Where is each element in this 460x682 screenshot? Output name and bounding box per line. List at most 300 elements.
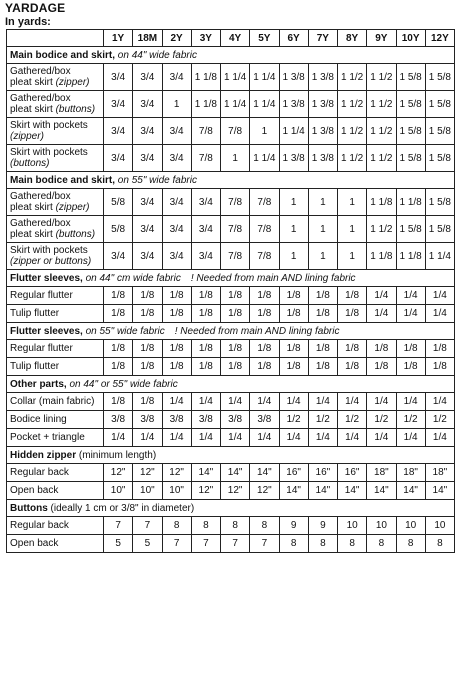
section-title-detail: (minimum length) — [76, 449, 157, 461]
value-cell: 7/8 — [250, 216, 279, 243]
section-title — [7, 47, 455, 64]
value-cell: 10 — [396, 517, 425, 535]
value-cell: 1/4 — [396, 305, 425, 323]
row-label — [7, 243, 104, 270]
value-cell: 1/8 — [250, 305, 279, 323]
value-cell: 1/4 — [308, 393, 337, 411]
value-cell: 1/8 — [133, 393, 162, 411]
value-cell: 3/4 — [191, 243, 220, 270]
row-label-text: Collar (main fabric) — [10, 396, 95, 407]
value-cell: 1/8 — [104, 340, 133, 358]
value-cell: 1/8 — [367, 358, 396, 376]
header-size-10y: 10Y — [396, 30, 425, 47]
value-cell: 1/2 — [308, 411, 337, 429]
value-cell: 1 1/4 — [279, 118, 308, 145]
value-cell: 1 1/8 — [367, 243, 396, 270]
value-cell: 1 1/8 — [191, 91, 220, 118]
value-cell: 7/8 — [221, 189, 250, 216]
value-cell: 14" — [191, 464, 220, 482]
value-cell: 1 5/8 — [425, 64, 454, 91]
value-cell: 1/8 — [308, 358, 337, 376]
value-cell: 1/8 — [133, 287, 162, 305]
value-cell: 8 — [308, 535, 337, 553]
value-cell: 1/8 — [162, 305, 191, 323]
value-cell: 7/8 — [221, 118, 250, 145]
header-size-9y: 9Y — [367, 30, 396, 47]
value-cell: 7/8 — [191, 145, 220, 172]
value-cell: 1 3/8 — [279, 64, 308, 91]
row-label — [7, 429, 104, 447]
value-cell: 1/8 — [308, 340, 337, 358]
value-cell: 1/4 — [104, 429, 133, 447]
value-cell: 10 — [425, 517, 454, 535]
row-label-text: Bodice lining — [10, 414, 67, 425]
value-cell: 14" — [308, 482, 337, 500]
value-cell: 5/8 — [104, 216, 133, 243]
section-header-row — [7, 270, 455, 287]
value-cell: 1/8 — [221, 305, 250, 323]
row-label-text: Tulip flutter — [10, 308, 60, 319]
value-cell: 1/8 — [250, 287, 279, 305]
section-header-row — [7, 323, 455, 340]
value-cell: 12" — [104, 464, 133, 482]
value-cell: 3/4 — [104, 64, 133, 91]
row-label — [7, 216, 104, 243]
value-cell: 7/8 — [250, 243, 279, 270]
value-cell: 1/8 — [279, 287, 308, 305]
value-cell: 3/4 — [162, 145, 191, 172]
value-cell: 1 3/8 — [279, 145, 308, 172]
value-cell: 1 1/2 — [338, 118, 367, 145]
row-label-line1: Gathered/box — [10, 93, 71, 104]
value-cell: 1 — [338, 243, 367, 270]
value-cell: 1/4 — [425, 393, 454, 411]
row-label-line2: pleat skirt — [10, 229, 56, 240]
value-cell: 1/8 — [250, 340, 279, 358]
value-cell: 14" — [396, 482, 425, 500]
value-cell: 3/8 — [250, 411, 279, 429]
value-cell: 8 — [367, 535, 396, 553]
value-cell: 1/8 — [133, 340, 162, 358]
row-label — [7, 393, 104, 411]
value-cell: 1 3/8 — [279, 91, 308, 118]
value-cell: 8 — [191, 517, 220, 535]
value-cell: 3/4 — [104, 118, 133, 145]
value-cell: 1/4 — [367, 305, 396, 323]
section-title-bold: Main bodice and skirt, — [10, 49, 116, 61]
value-cell: 10" — [162, 482, 191, 500]
value-cell: 1/8 — [191, 358, 220, 376]
value-cell: 16" — [308, 464, 337, 482]
header-size-1y: 1Y — [104, 30, 133, 47]
section-title-bold: Flutter sleeves, — [10, 325, 83, 337]
value-cell: 1 5/8 — [425, 189, 454, 216]
value-cell: 7 — [221, 535, 250, 553]
value-cell: 1/4 — [250, 393, 279, 411]
table-row — [7, 216, 455, 243]
row-label-text: Regular flutter — [10, 290, 73, 301]
row-label — [7, 91, 104, 118]
value-cell: 1 1/4 — [250, 64, 279, 91]
value-cell: 10 — [338, 517, 367, 535]
value-cell: 7/8 — [250, 189, 279, 216]
table-row — [7, 243, 455, 270]
value-cell: 1/4 — [162, 429, 191, 447]
value-cell: 1 — [279, 216, 308, 243]
value-cell: 3/4 — [133, 243, 162, 270]
section-title-bold: Flutter sleeves, — [10, 272, 83, 284]
value-cell: 3/4 — [104, 243, 133, 270]
value-cell: 1/8 — [279, 358, 308, 376]
value-cell: 3/8 — [162, 411, 191, 429]
section-title-bold: Main bodice and skirt, — [10, 174, 116, 186]
section-title-bold: Hidden zipper — [10, 449, 77, 461]
value-cell: 3/4 — [162, 64, 191, 91]
value-cell: 12" — [221, 482, 250, 500]
value-cell: 1 — [308, 216, 337, 243]
row-label-text: Regular back — [10, 467, 69, 478]
value-cell: 1/4 — [425, 287, 454, 305]
value-cell: 1 1/4 — [425, 243, 454, 270]
row-label — [7, 287, 104, 305]
value-cell: 8 — [396, 535, 425, 553]
value-cell: 1/4 — [338, 393, 367, 411]
section-title-detail: on 44" cm wide fabric — [82, 272, 181, 284]
value-cell: 3/8 — [104, 411, 133, 429]
table-row — [7, 189, 455, 216]
value-cell: 1/8 — [133, 358, 162, 376]
row-label — [7, 535, 104, 553]
value-cell: 1/4 — [396, 393, 425, 411]
value-cell: 14" — [279, 482, 308, 500]
table-row — [7, 429, 455, 447]
value-cell: 1/8 — [104, 305, 133, 323]
row-label-line1: Gathered/box — [10, 66, 71, 77]
value-cell: 1/4 — [191, 429, 220, 447]
row-label — [7, 145, 104, 172]
value-cell: 1/4 — [279, 393, 308, 411]
row-label-variant: (buttons) — [55, 229, 96, 240]
row-label-line2: pleat skirt — [10, 202, 56, 213]
value-cell: 7/8 — [221, 243, 250, 270]
value-cell: 1/8 — [338, 305, 367, 323]
value-cell: 7 — [162, 535, 191, 553]
value-cell: 3/4 — [191, 216, 220, 243]
section-title — [7, 500, 455, 517]
value-cell: 1/8 — [279, 305, 308, 323]
header-size-8y: 8Y — [338, 30, 367, 47]
value-cell: 1/2 — [425, 411, 454, 429]
row-label-text: Pocket + triangle — [10, 432, 85, 443]
value-cell: 8 — [338, 535, 367, 553]
section-header-row — [7, 47, 455, 64]
value-cell: 1/8 — [338, 340, 367, 358]
value-cell: 9 — [279, 517, 308, 535]
value-cell: 5 — [133, 535, 162, 553]
value-cell: 1 — [221, 145, 250, 172]
value-cell: 1/8 — [191, 305, 220, 323]
value-cell: 16" — [338, 464, 367, 482]
header-size-2y: 2Y — [162, 30, 191, 47]
value-cell: 1/8 — [191, 340, 220, 358]
value-cell: 1/4 — [162, 393, 191, 411]
section-title-bold: Other parts, — [10, 378, 67, 390]
value-cell: 1 3/8 — [308, 145, 337, 172]
value-cell: 1 3/8 — [308, 118, 337, 145]
value-cell: 1/8 — [308, 287, 337, 305]
row-label — [7, 464, 104, 482]
value-cell: 3/8 — [133, 411, 162, 429]
value-cell: 1/4 — [425, 429, 454, 447]
value-cell: 14" — [221, 464, 250, 482]
value-cell: 1/8 — [367, 340, 396, 358]
value-cell: 5/8 — [104, 189, 133, 216]
value-cell: 1 1/8 — [367, 189, 396, 216]
value-cell: 7/8 — [191, 118, 220, 145]
table-row — [7, 393, 455, 411]
value-cell: 3/4 — [133, 118, 162, 145]
value-cell: 1/2 — [367, 411, 396, 429]
row-label-variant: (zipper) — [55, 202, 90, 213]
value-cell: 3/4 — [133, 91, 162, 118]
table-row — [7, 411, 455, 429]
value-cell: 1 5/8 — [425, 118, 454, 145]
value-cell: 18" — [396, 464, 425, 482]
section-title — [7, 172, 455, 189]
value-cell: 1 1/2 — [367, 64, 396, 91]
value-cell: 16" — [279, 464, 308, 482]
value-cell: 1/4 — [191, 393, 220, 411]
value-cell: 1 1/2 — [338, 64, 367, 91]
value-cell: 1/4 — [396, 287, 425, 305]
value-cell: 1 1/8 — [396, 189, 425, 216]
value-cell: 1 1/4 — [221, 91, 250, 118]
value-cell: 7 — [104, 517, 133, 535]
value-cell: 8 — [162, 517, 191, 535]
section-title-bold: Buttons — [10, 502, 48, 514]
row-label — [7, 64, 104, 91]
row-label-line2: pleat skirt — [10, 77, 56, 88]
value-cell: 1/4 — [367, 429, 396, 447]
value-cell: 1/8 — [396, 340, 425, 358]
row-label-line1: Gathered/box — [10, 218, 71, 229]
value-cell: 1/8 — [425, 358, 454, 376]
value-cell: 1 1/8 — [191, 64, 220, 91]
value-cell: 1/2 — [396, 411, 425, 429]
row-label-variant: (zipper) — [55, 77, 90, 88]
value-cell: 1/4 — [221, 393, 250, 411]
value-cell: 1 1/2 — [367, 118, 396, 145]
row-label-variant: (zipper) — [10, 131, 44, 142]
value-cell: 1/4 — [133, 429, 162, 447]
yardage-table — [6, 29, 455, 553]
section-title-detail: (ideally 1 cm or 3/8" in diameter) — [47, 502, 195, 514]
table-row — [7, 482, 455, 500]
table-row — [7, 305, 455, 323]
header-size-5y: 5Y — [250, 30, 279, 47]
row-label — [7, 517, 104, 535]
value-cell: 1/8 — [338, 358, 367, 376]
value-cell: 1 1/4 — [250, 145, 279, 172]
value-cell: 1 3/8 — [308, 64, 337, 91]
row-label-line1: Gathered/box — [10, 191, 71, 202]
value-cell: 18" — [425, 464, 454, 482]
table-body — [7, 47, 455, 553]
value-cell: 1 1/2 — [338, 145, 367, 172]
value-cell: 1/8 — [308, 305, 337, 323]
value-cell: 1 — [162, 91, 191, 118]
value-cell: 3/4 — [133, 189, 162, 216]
value-cell: 1 1/2 — [338, 91, 367, 118]
value-cell: 3/4 — [162, 216, 191, 243]
value-cell: 14" — [250, 464, 279, 482]
value-cell: 1/2 — [338, 411, 367, 429]
header-size-4y: 4Y — [221, 30, 250, 47]
value-cell: 1 5/8 — [396, 91, 425, 118]
value-cell: 12" — [162, 464, 191, 482]
value-cell: 1 1/8 — [396, 243, 425, 270]
section-note: ! Needed from main AND lining fabric — [174, 325, 340, 337]
row-label-line1: Skirt with pockets — [10, 147, 88, 158]
value-cell: 1/8 — [396, 358, 425, 376]
value-cell: 1/8 — [162, 287, 191, 305]
value-cell: 7/8 — [221, 216, 250, 243]
row-label-line1: Skirt with pockets — [10, 245, 88, 256]
header-size-6y: 6Y — [279, 30, 308, 47]
value-cell: 1/4 — [367, 393, 396, 411]
value-cell: 3/4 — [162, 243, 191, 270]
section-header-row — [7, 447, 455, 464]
value-cell: 14" — [425, 482, 454, 500]
table-row — [7, 287, 455, 305]
value-cell: 8 — [221, 517, 250, 535]
value-cell: 1 — [338, 216, 367, 243]
section-note: ! Needed from main AND lining fabric — [190, 272, 356, 284]
value-cell: 1/8 — [133, 305, 162, 323]
header-size-3y: 3Y — [191, 30, 220, 47]
value-cell: 1/8 — [279, 340, 308, 358]
value-cell: 1/8 — [104, 358, 133, 376]
value-cell: 1 5/8 — [425, 145, 454, 172]
section-title-detail: on 55" wide fabric — [82, 325, 165, 337]
value-cell: 1/8 — [191, 287, 220, 305]
value-cell: 1/8 — [162, 340, 191, 358]
value-cell: 10 — [367, 517, 396, 535]
section-title — [7, 323, 455, 340]
row-label-text: Open back — [10, 538, 59, 549]
header-label-column — [7, 30, 104, 47]
header-row — [7, 30, 455, 47]
value-cell: 3/4 — [104, 91, 133, 118]
value-cell: 1 1/4 — [221, 64, 250, 91]
row-label-line2: pleat skirt — [10, 104, 56, 115]
table-row — [7, 464, 455, 482]
value-cell: 1/2 — [279, 411, 308, 429]
row-label — [7, 305, 104, 323]
value-cell: 1 5/8 — [396, 216, 425, 243]
value-cell: 1/8 — [221, 358, 250, 376]
page-subtitle: In yards: — [5, 16, 51, 28]
value-cell: 7 — [191, 535, 220, 553]
value-cell: 8 — [250, 517, 279, 535]
value-cell: 10" — [104, 482, 133, 500]
table-row — [7, 340, 455, 358]
section-header-row — [7, 172, 455, 189]
table-row — [7, 64, 455, 91]
section-title — [7, 447, 455, 464]
value-cell: 1 — [250, 118, 279, 145]
table-row — [7, 358, 455, 376]
table-row — [7, 91, 455, 118]
value-cell: 1 — [279, 189, 308, 216]
value-cell: 1/8 — [221, 287, 250, 305]
row-label-line1: Skirt with pockets — [10, 120, 88, 131]
row-label-variant: (zipper or buttons) — [10, 256, 92, 267]
header-size-7y: 7Y — [308, 30, 337, 47]
value-cell: 12" — [191, 482, 220, 500]
value-cell: 14" — [338, 482, 367, 500]
value-cell: 1 1/4 — [250, 91, 279, 118]
value-cell: 1/4 — [308, 429, 337, 447]
row-label-text: Open back — [10, 485, 59, 496]
value-cell: 7 — [250, 535, 279, 553]
row-label-variant: (buttons) — [55, 104, 96, 115]
value-cell: 1/8 — [250, 358, 279, 376]
value-cell: 12" — [133, 464, 162, 482]
section-title-detail: on 55" wide fabric — [115, 174, 197, 186]
value-cell: 9 — [308, 517, 337, 535]
header-size-12y: 12Y — [425, 30, 454, 47]
row-label — [7, 358, 104, 376]
value-cell: 1 5/8 — [425, 91, 454, 118]
row-label — [7, 340, 104, 358]
row-label — [7, 189, 104, 216]
value-cell: 1 1/2 — [367, 145, 396, 172]
value-cell: 1 5/8 — [396, 145, 425, 172]
page-title: YARDAGE — [5, 1, 66, 15]
value-cell: 5 — [104, 535, 133, 553]
value-cell: 18" — [367, 464, 396, 482]
value-cell: 1/8 — [338, 287, 367, 305]
table-row — [7, 535, 455, 553]
value-cell: 1 — [308, 189, 337, 216]
value-cell: 1 5/8 — [396, 64, 425, 91]
table-row — [7, 517, 455, 535]
value-cell: 8 — [279, 535, 308, 553]
table-row — [7, 145, 455, 172]
value-cell: 1/8 — [104, 393, 133, 411]
value-cell: 1/4 — [367, 287, 396, 305]
value-cell: 1/8 — [104, 287, 133, 305]
value-cell: 8 — [425, 535, 454, 553]
value-cell: 1/8 — [425, 340, 454, 358]
value-cell: 1 5/8 — [396, 118, 425, 145]
value-cell: 1 1/2 — [367, 91, 396, 118]
value-cell: 1 5/8 — [425, 216, 454, 243]
row-label-text: Regular flutter — [10, 343, 73, 354]
value-cell: 1 — [279, 243, 308, 270]
value-cell: 1/4 — [396, 429, 425, 447]
header-size-18m: 18M — [133, 30, 162, 47]
value-cell: 3/8 — [221, 411, 250, 429]
value-cell: 3/4 — [133, 216, 162, 243]
value-cell: 1/4 — [425, 305, 454, 323]
value-cell: 7 — [133, 517, 162, 535]
value-cell: 3/4 — [133, 145, 162, 172]
section-title-detail: on 44" or 55" wide fabric — [66, 378, 178, 390]
section-title-detail: on 44" wide fabric — [115, 49, 197, 61]
value-cell: 3/4 — [162, 118, 191, 145]
